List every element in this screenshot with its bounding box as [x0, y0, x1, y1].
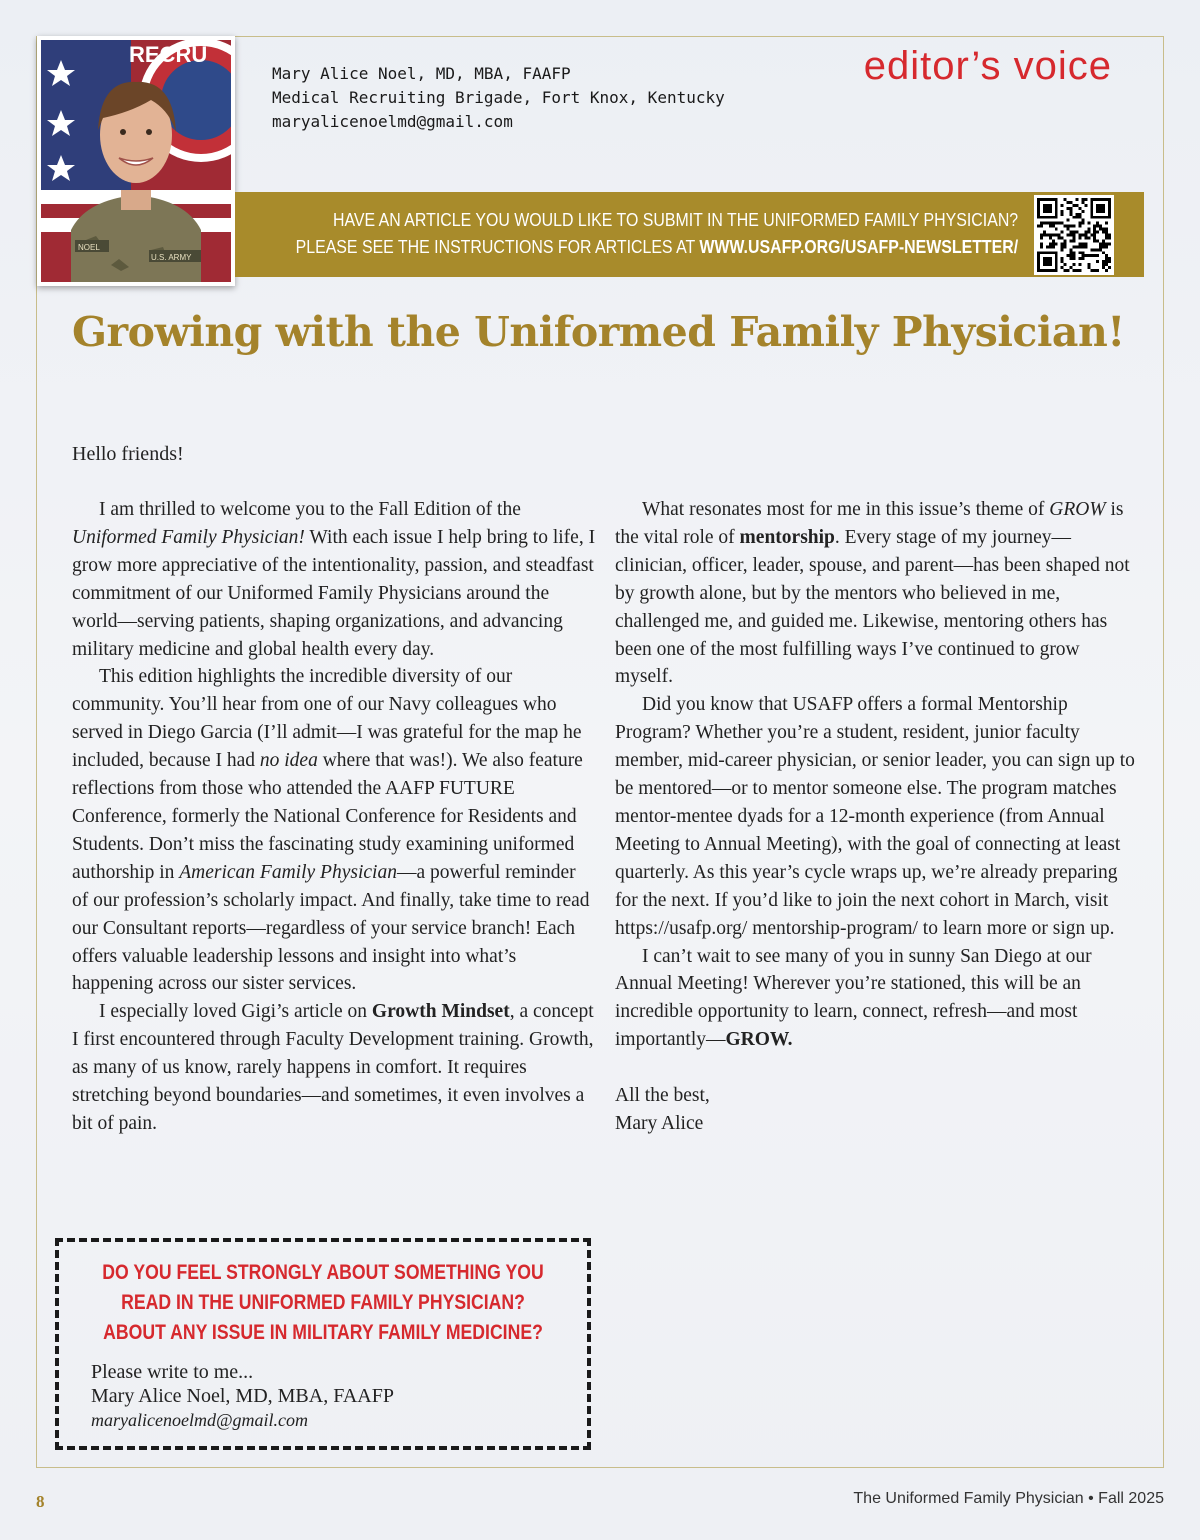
author-name: Mary Alice Noel, MD, MBA, FAAFP	[272, 64, 571, 83]
qr-code-icon[interactable]	[1034, 195, 1114, 275]
name-tape: NOEL	[78, 243, 100, 252]
banner-line-2-prefix: PLEASE SEE THE INSTRUCTIONS FOR ARTICLES AT	[295, 236, 700, 257]
article-column-left	[72, 496, 596, 1138]
article-headline: Growing with the Uniformed Family Physician!	[72, 308, 1125, 356]
patch-text: RECRU	[129, 42, 208, 67]
callout-email[interactable]: maryalicenoelmd@gmail.com	[91, 1410, 309, 1430]
paragraph: I especially loved Gigi’s article on Growth Mindset, a concept I first encountered through Faculty Development training. Growth, as many of us know, rarely happens in comfort. It requires stretching beyond boundaries—and sometimes, it even involves a bit of pain.	[72, 1001, 594, 1134]
author-email[interactable]: maryalicenoelmd@gmail.com	[272, 112, 513, 131]
banner-line-2	[295, 233, 1018, 260]
banner-line-1: HAVE AN ARTICLE YOU WOULD LIKE TO SUBMIT IN THE UNIFORMED FAMILY PHYSICIAN?	[332, 209, 1018, 230]
signoff: All the best,	[615, 1085, 710, 1107]
author-photo	[37, 36, 235, 286]
publication-footer: The Uniformed Family Physician • Fall 2025	[853, 1490, 1164, 1507]
signature: Mary Alice	[615, 1112, 704, 1134]
banner-text	[295, 206, 1018, 260]
feedback-callout	[55, 1238, 591, 1450]
branch-tape: U.S. ARMY	[151, 253, 192, 262]
callout-body	[91, 1360, 394, 1432]
section-label: editor’s voice	[863, 44, 1112, 88]
newsletter-link[interactable]: WWW.USAFP.ORG/USAFP-NEWSLETTER/	[699, 236, 1018, 257]
paragraph: Did you know that USAFP offers a formal Mentorship Program? Whether you’re a student, resident, junior faculty member, mid-career physician, or senior leader, you can sign up to be mentored—or to mentor someone else. The program matches mentor-mentee dyads for a 12-month experience (from Annual Meeting to Annual Meeting), with the goal of connecting at least quarterly. As this year’s cycle wraps up, we’re already preparing for the next. If you’d like to join the next cohort in March, visit https://usafp.org/ mentorship-program/ to learn more or sign up.	[615, 694, 1135, 939]
spacer	[615, 1054, 1139, 1082]
greeting: Hello friends!	[72, 443, 184, 465]
callout-heading: DO YOU FEEL STRONGLY ABOUT SOMETHING YOU READ IN THE UNIFORMED FAMILY PHYSICIAN? ABOUT ANY ISSUE IN MILITARY FAMILY MEDICINE?	[102, 1261, 544, 1344]
author-info	[272, 62, 725, 134]
page-number: 8	[36, 1492, 45, 1511]
paragraph: I am thrilled to welcome you to the Fall Edition of the Uniformed Family Physician! With each issue I help bring to life, I grow more appreciative of the intentionality, passion, and steadfast commitment of our Uniformed Family Physicians around the world—serving patients, shaping organizations, and advancing military medicine and global health every day.	[72, 499, 596, 660]
callout-line-1: Please write to me...	[91, 1361, 254, 1383]
article-column-right	[615, 496, 1139, 1138]
callout-line-2: Mary Alice Noel, MD, MBA, FAAFP	[91, 1385, 394, 1407]
paragraph: I can’t wait to see many of you in sunny San Diego at our Annual Meeting! Wherever you’re stationed, this will be an incredible opportunity to learn, connect, refresh—and most importantly—GROW.	[615, 945, 1092, 1051]
author-org: Medical Recruiting Brigade, Fort Knox, Kentucky	[272, 88, 725, 107]
paragraph: What resonates most for me in this issue’s theme of GROW is the vital role of mentorship. Every stage of my journey—clinician, officer, leader, spouse, and parent—has been shaped not by growth alone, but by the mentors who believed in me, challenged me, and guided me. Likewise, mentoring others has been one of the most fulfilling ways I’ve continued to grow myself.	[615, 499, 1130, 688]
submission-banner	[235, 192, 1144, 277]
paragraph: This edition highlights the incredible diversity of our community. You’ll hear from one of our Navy colleagues who served in Diego Garcia (I’ll admit—I was grateful for the map he included, because I had no idea where that was!). We also feature reflections from those who attended the AAFP FUTURE Conference, formerly the National Conference for Residents and Students. Don’t miss the fascinating study examining uniformed authorship in American Family Physician—a powerful reminder of our profession’s scholarly impact. And finally, take time to read our Consultant reports—regardless of your service branch! Each offers valuable leadership lessons and insight into what’s happening across our sister services.	[72, 666, 590, 995]
